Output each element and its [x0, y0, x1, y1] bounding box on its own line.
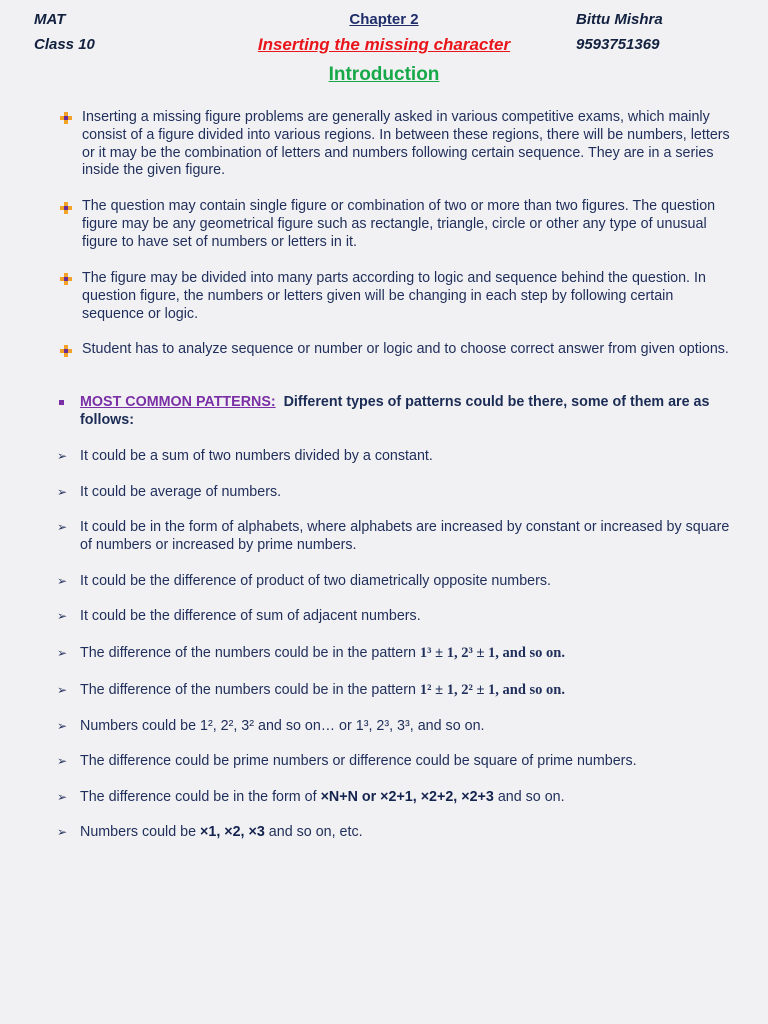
author-name: Bittu Mishra [576, 11, 663, 28]
intro-point-1: Inserting a missing figure problems are generally asked in various competitive exams, which mainly consist of a figure divided into various regions. In between these regions, there will be numbers, letters or it may be the combination of letters and numbers following certain sequence. They are in a series inside the given figure. [82, 109, 730, 179]
pattern-item-7 [80, 682, 730, 700]
arrow-icon: ➢ [57, 449, 68, 463]
topic-text: Inserting the missing character [257, 35, 511, 54]
pattern-item-1: It could be a sum of two numbers divided by a constant. [80, 448, 433, 464]
pattern-item-2: It could be average of numbers. [80, 484, 282, 500]
arrow-icon: ➢ [57, 683, 68, 697]
pattern-item-3: It could be in the form of alphabets, where alphabets are increased by constant or increased by square of numbers or increased by prime numbers. [80, 519, 730, 553]
intro-point-2: The question may contain single figure or combination of two or more than two figures. The question figure may be any geometrical figure such as rectangle, triangle, circle or other any type of unusual figure to have set of numbers or letters in it. [82, 198, 716, 250]
plus-icon [60, 345, 72, 357]
arrow-icon: ➢ [57, 790, 68, 804]
pattern-item-7-text: The difference of the numbers could be in the pattern [80, 682, 416, 698]
pattern-item-10 [80, 789, 730, 807]
pattern-item-11-text: Numbers could be [80, 824, 197, 840]
pattern-item-11-end: and so on, etc. [268, 824, 363, 840]
arrow-icon: ➢ [57, 485, 68, 499]
patterns-description: Different types of patterns could be there, some of them are as follows: [80, 394, 710, 428]
pattern-item-5: It could be the difference of sum of adjacent numbers. [80, 608, 421, 624]
plus-icon [60, 112, 72, 124]
subject-label: MAT [34, 11, 66, 28]
pattern-item-10-end: and so on. [497, 789, 565, 805]
pattern-item-6-math: 1³ ± 1, 2³ ± 1, and so on. [419, 645, 565, 661]
intro-point-3: The figure may be divided into many parts according to logic and sequence behind the question. In question figure, the numbers or letters given will be changing in each step by following certain sequence or logic. [82, 270, 706, 322]
arrow-icon: ➢ [57, 719, 68, 733]
arrow-icon: ➢ [57, 825, 68, 839]
section-title [0, 64, 768, 86]
arrow-icon: ➢ [57, 646, 68, 660]
arrow-icon: ➢ [57, 574, 68, 588]
pattern-item-11-bold: ×1, ×2, ×3 [200, 824, 265, 840]
pattern-item-9: The difference could be prime numbers or difference could be square of prime numbers. [80, 753, 637, 769]
pattern-item-6 [80, 645, 730, 663]
square-icon [59, 400, 64, 405]
pattern-item-6-text: The difference of the numbers could be in the pattern [80, 645, 416, 661]
patterns-heading [80, 394, 730, 430]
pattern-item-8: Numbers could be 1², 2², 3² and so on… or 1³, 2³, 3³, and so on. [80, 718, 485, 734]
arrow-icon: ➢ [57, 520, 68, 534]
plus-icon [60, 202, 72, 214]
intro-point-4: Student has to analyze sequence or number or logic and to choose correct answer from given options. [82, 341, 729, 357]
chapter-text: Chapter 2 [349, 11, 419, 28]
patterns-title: MOST COMMON PATTERNS: [80, 394, 276, 410]
pattern-item-4: It could be the difference of product of two diametrically opposite numbers. [80, 573, 552, 589]
pattern-item-10-text: The difference could be in the form of [80, 789, 317, 805]
section-title-text: Introduction [328, 64, 440, 85]
arrow-icon: ➢ [57, 754, 68, 768]
pattern-item-10-bold: ×N+N or ×2+1, ×2+2, ×2+3 [320, 789, 494, 805]
pattern-item-11 [80, 824, 730, 842]
plus-icon [60, 273, 72, 285]
author-phone: 9593751369 [576, 36, 660, 53]
class-label: Class 10 [34, 36, 95, 53]
arrow-icon: ➢ [57, 609, 68, 623]
pattern-item-7-math: 1² ± 1, 2² ± 1, and so on. [419, 682, 565, 698]
